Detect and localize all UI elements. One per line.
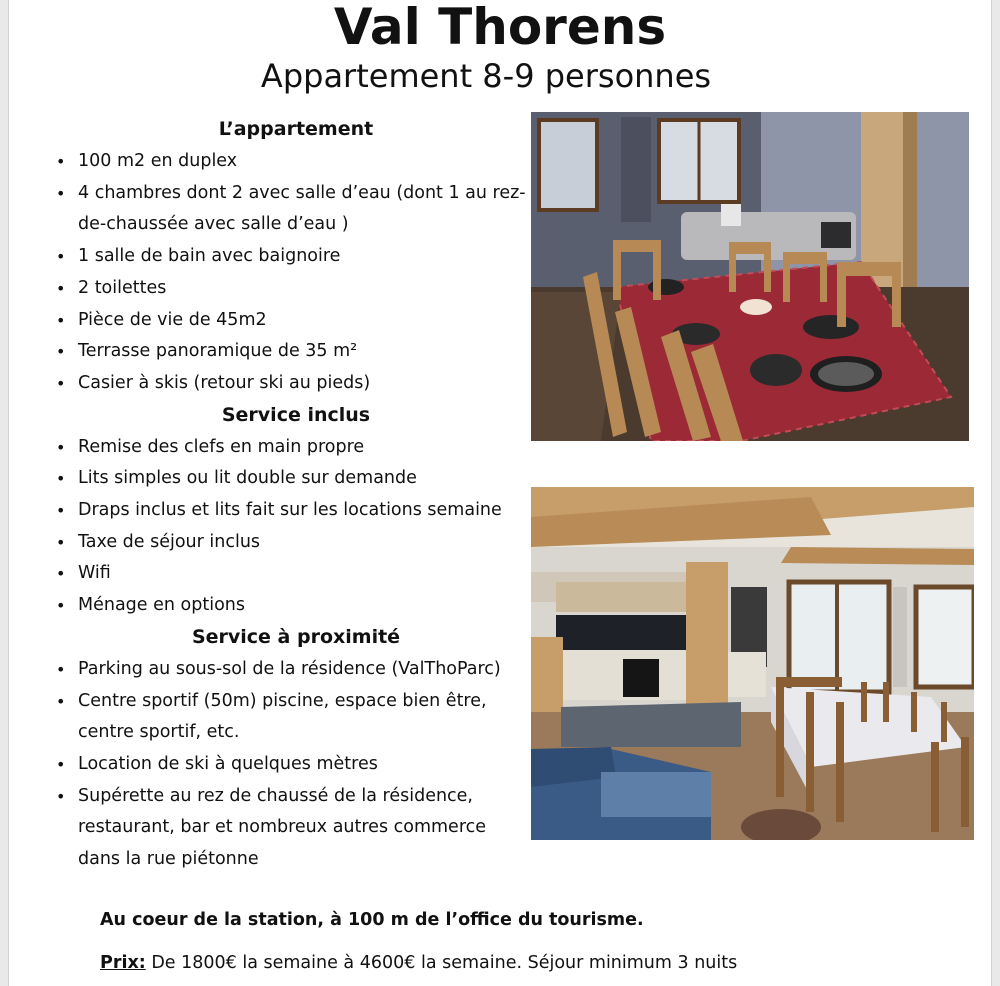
info-column	[52, 114, 527, 876]
list-item: • Supérette au rez de chaussé de la résidence, restaurant, bar et nombreux autres commerce dans la rue piétonne	[52, 781, 527, 876]
list-item: • Centre sportif (50m) piscine, espace bien être, centre sportif, etc.	[52, 686, 527, 749]
list-item: • Location de ski à quelques mètres	[52, 749, 527, 781]
list-item: • Parking au sous-sol de la résidence (ValThoParc)	[52, 654, 527, 686]
list-item: • 1 salle de bain avec baignoire	[52, 241, 527, 273]
dining-room-illustration	[531, 112, 969, 441]
price-line	[100, 949, 980, 977]
kitchen-living-illustration	[531, 487, 974, 840]
kitchen-living-photo	[531, 487, 974, 840]
list-item: • 2 toilettes	[52, 273, 527, 305]
section-service-proximite	[52, 622, 527, 876]
page-right-edge	[991, 0, 1000, 986]
page-title: Val Thorens	[333, 0, 667, 56]
list-item: • 4 chambres dont 2 avec salle d’eau (dont 1 au rez-de-chaussée avec salle d’eau )	[52, 178, 527, 241]
feature-list	[52, 654, 527, 876]
section-title: Service à proximité	[191, 625, 401, 648]
page-left-edge	[0, 0, 9, 986]
price-text: De 1800€ la semaine à 4600€ la semaine. Séjour minimum 3 nuits	[145, 953, 738, 973]
section-title: L’appartement	[218, 118, 374, 140]
section-service-inclus	[52, 400, 527, 622]
list-item: • 100 m2 en duplex	[52, 146, 527, 178]
dining-room-photo	[531, 112, 969, 441]
list-item: • Pièce de vie de 45m2	[52, 305, 527, 337]
list-item: • Lits simples ou lit double sur demande	[52, 463, 527, 495]
list-item: • Ménage en options	[52, 590, 527, 622]
section-appartement	[52, 114, 527, 400]
page-subtitle: Appartement 8-9 personnes	[260, 57, 712, 95]
list-item: • Wifi	[52, 558, 527, 590]
price-label: Prix:	[100, 953, 146, 973]
list-item: • Draps inclus et lits fait sur les locations semaine	[52, 495, 527, 527]
list-item: • Remise des clefs en main propre	[52, 432, 527, 464]
section-title: Service inclus	[221, 403, 371, 426]
list-item: • Casier à skis (retour ski au pieds)	[52, 368, 527, 400]
list-item: • Taxe de séjour inclus	[52, 527, 527, 559]
location-tagline: Au coeur de la station, à 100 m de l’office du tourisme.	[100, 910, 644, 930]
feature-list	[52, 146, 527, 400]
feature-list	[52, 432, 527, 622]
list-item: • Terrasse panoramique de 35 m²	[52, 336, 527, 368]
